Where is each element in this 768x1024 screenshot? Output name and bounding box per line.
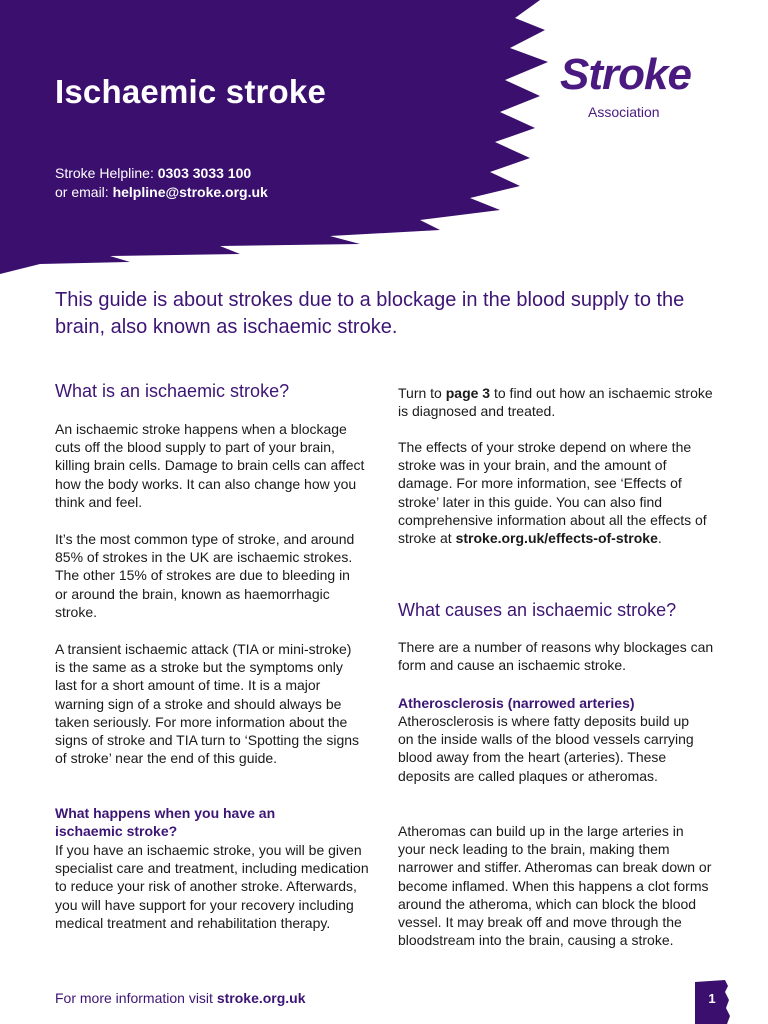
email-line [55, 183, 268, 202]
subheading-atherosclerosis: Atherosclerosis (narrowed arteries) [398, 695, 635, 711]
footer-link[interactable]: stroke.org.uk [216, 990, 306, 1006]
header-banner [0, 0, 560, 275]
text-span: . [657, 530, 662, 547]
effects-of-stroke-link[interactable]: stroke.org.uk/effects-of-stroke [455, 530, 658, 547]
section-heading-what-is: What is an ischaemic stroke? [55, 381, 290, 401]
text-span: The effects of your stroke depend on where the stroke was in your brain, and the amount of damage. For more information, see ‘Effects of stroke’ later in this guide. You can also find comprehensive information about all the effects of stroke at [398, 439, 707, 547]
paragraph [398, 384, 713, 420]
paragraph: An ischaemic stroke happens when a blockage cuts off the blood supply to part of your brain, killing brain cells. Damage to brain cells can affect how the body works. It can also change how you think and feel. [55, 421, 365, 510]
text-span: Turn to [398, 385, 446, 401]
text-span: to find out how an ischaemic stroke is diagnosed and treated. [398, 385, 713, 420]
helpline-number[interactable]: 0303 3033 100 [157, 165, 252, 181]
page-number: 1 [708, 991, 716, 1006]
section-heading-causes: What causes an ischaemic stroke? [398, 600, 677, 620]
page-title: Ischaemic stroke [55, 73, 327, 110]
page-reference: page 3 [445, 385, 491, 401]
stroke-association-logo [560, 50, 715, 125]
helpline-label: Stroke Helpline: [55, 165, 158, 181]
paragraph: A transient ischaemic attack (TIA or mini-stroke) is the same as a stroke but the symptoms only last for a short amount of time. It is a major warning sign of a stroke and should always be taken seriously. For more information about the signs of stroke and TIA turn to ‘Spotting the signs of stroke’ near the end of this guide. [55, 641, 360, 767]
paragraph: If you have an ischaemic stroke, you will be given specialist care and treatment, including medication to reduce your risk of another stroke. Afterwards, you will have support for your recovery including medical treatment and rehabilitation therapy. [55, 842, 369, 931]
paragraph: Atherosclerosis is where fatty deposits build up on the inside walls of the blood vessels carrying blood away from the heart (arteries). These deposits are called plaques or atheromas. [398, 713, 694, 784]
paragraph [398, 438, 713, 547]
logo-subtitle: Association [588, 104, 660, 120]
footer [55, 990, 306, 1006]
paragraph: There are a number of reasons why blockages can form and cause an ischaemic stroke. [398, 639, 714, 674]
footer-label: For more information visit [55, 990, 217, 1006]
paragraph: Atheromas can build up in the large arteries in your neck leading to the brain, making them narrower and stiffer. Atheromas can break down or become inflamed. When this happens a clot forms around the atheroma, which can block the blood vessel. It may break off and move through the bloodstream into the brain, causing a stroke. [398, 823, 712, 949]
email-label: or email: [55, 184, 113, 200]
email-address[interactable]: helpline@stroke.org.uk [112, 184, 268, 200]
helpline-line [55, 164, 268, 183]
helpline-info [55, 164, 268, 202]
paragraph: It’s the most common type of stroke, and around 85% of strokes in the UK are ischaemic strokes. The other 15% of strokes are due to bleeding in or around the brain, known as haemorrhagic stroke. [55, 531, 355, 620]
intro-text: This guide is about strokes due to a blockage in the blood supply to the brain, also known as ischaemic stroke. [55, 289, 685, 338]
subheading-what-happens: What happens when you have an ischaemic stroke? [55, 805, 276, 839]
logo-wordmark: Stroke [560, 50, 691, 99]
